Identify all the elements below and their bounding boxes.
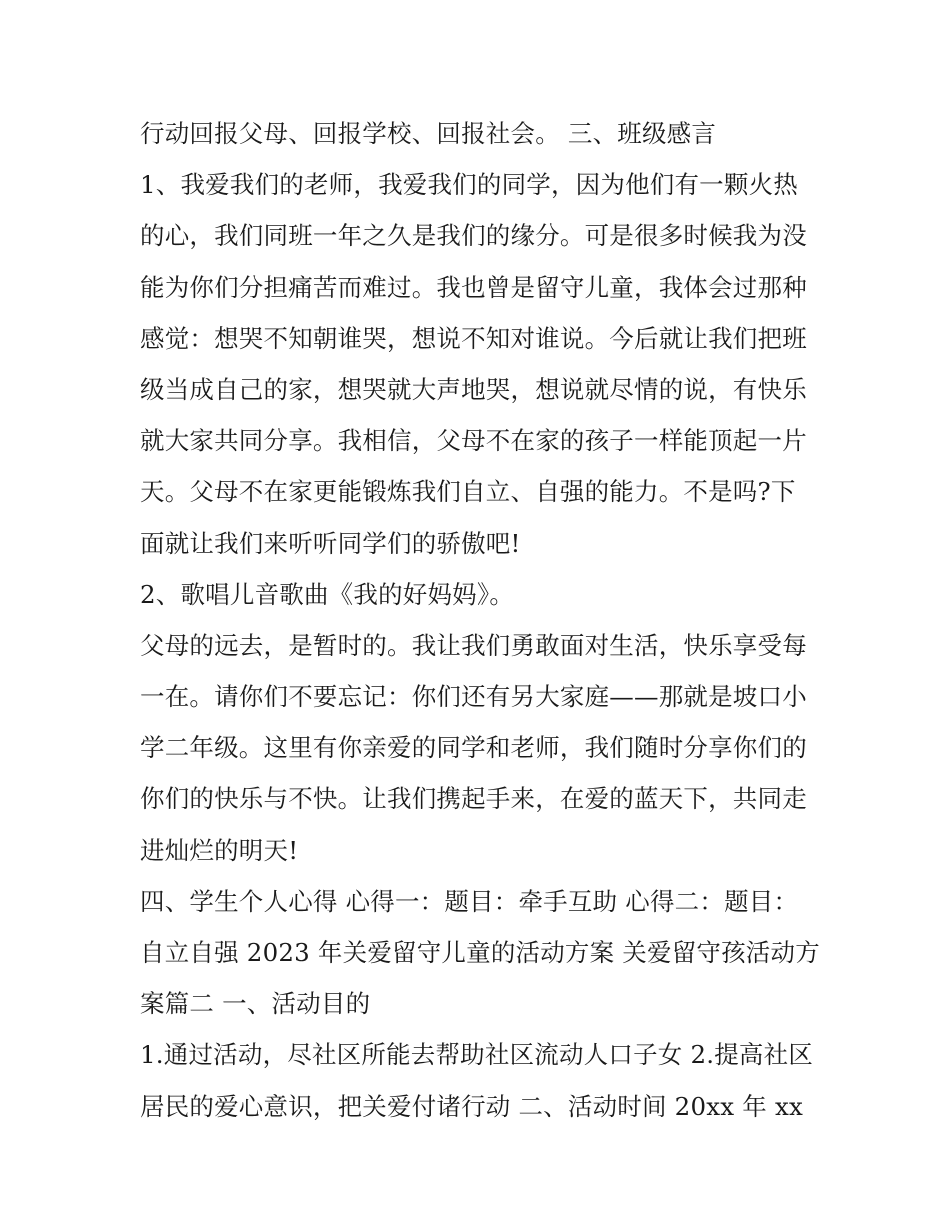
text-line: 面就让我们来听听同学们的骄傲吧! [140,528,521,558]
text-line: 级当成自己的家，想哭就大声地哭，想说就尽情的说，有快乐 [140,374,807,404]
text-line: 父母的远去，是暂时的。我让我们勇敢面对生活，快乐享受每 [140,630,807,660]
text-line: 自立自强 2023 年关爱留守儿童的活动方案 关爱留守孩活动方 [140,938,820,967]
text-line: 天。父母不在家更能锻炼我们自立、自强的能力。不是吗?下 [140,477,796,507]
text-line: 1、我爱我们的老师，我爱我们的同学，因为他们有一颗火热 [140,170,798,200]
text-line: 一在。请你们不要忘记：你们还有另大家庭——那就是坡口小 [140,682,807,712]
text-line: 行动回报父母、回报学校、回报社会。 三、班级感言 [140,119,717,148]
text-line: 1.通过活动，尽社区所能去帮助社区流动人口子女 2.提高社区 [140,1040,814,1070]
text-line: 能为你们分担痛苦而难过。我也曾是留守儿童，我体会过那种 [140,272,807,302]
text-line: 进灿烂的明天! [140,835,299,865]
text-line: 感觉：想哭不知朝谁哭，想说不知对谁说。今后就让我们把班 [140,323,807,353]
text-line: 的心，我们同班一年之久是我们的缘分。可是很多时候我为没 [140,221,807,251]
text-line: 案篇二 一、活动目的 [140,989,371,1019]
text-line: 2、歌唱儿音歌曲《我的好妈妈》。 [140,579,515,609]
text-line: 居民的爱心意识，把关爱付诸行动 二、活动时间 20xx 年 xx [140,1091,803,1121]
document-body [140,108,820,1132]
text-line: 四、学生个人心得 心得一：题目：牵手互助 心得二：题目： [140,886,799,916]
text-line: 就大家共同分享。我相信，父母不在家的孩子一样能顶起一片 [140,426,807,456]
text-line: 学二年级。这里有你亲爱的同学和老师，我们随时分享你们的 [140,733,807,763]
text-line: 你们的快乐与不快。让我们携起手来，在爱的蓝天下，共同走 [140,784,807,814]
